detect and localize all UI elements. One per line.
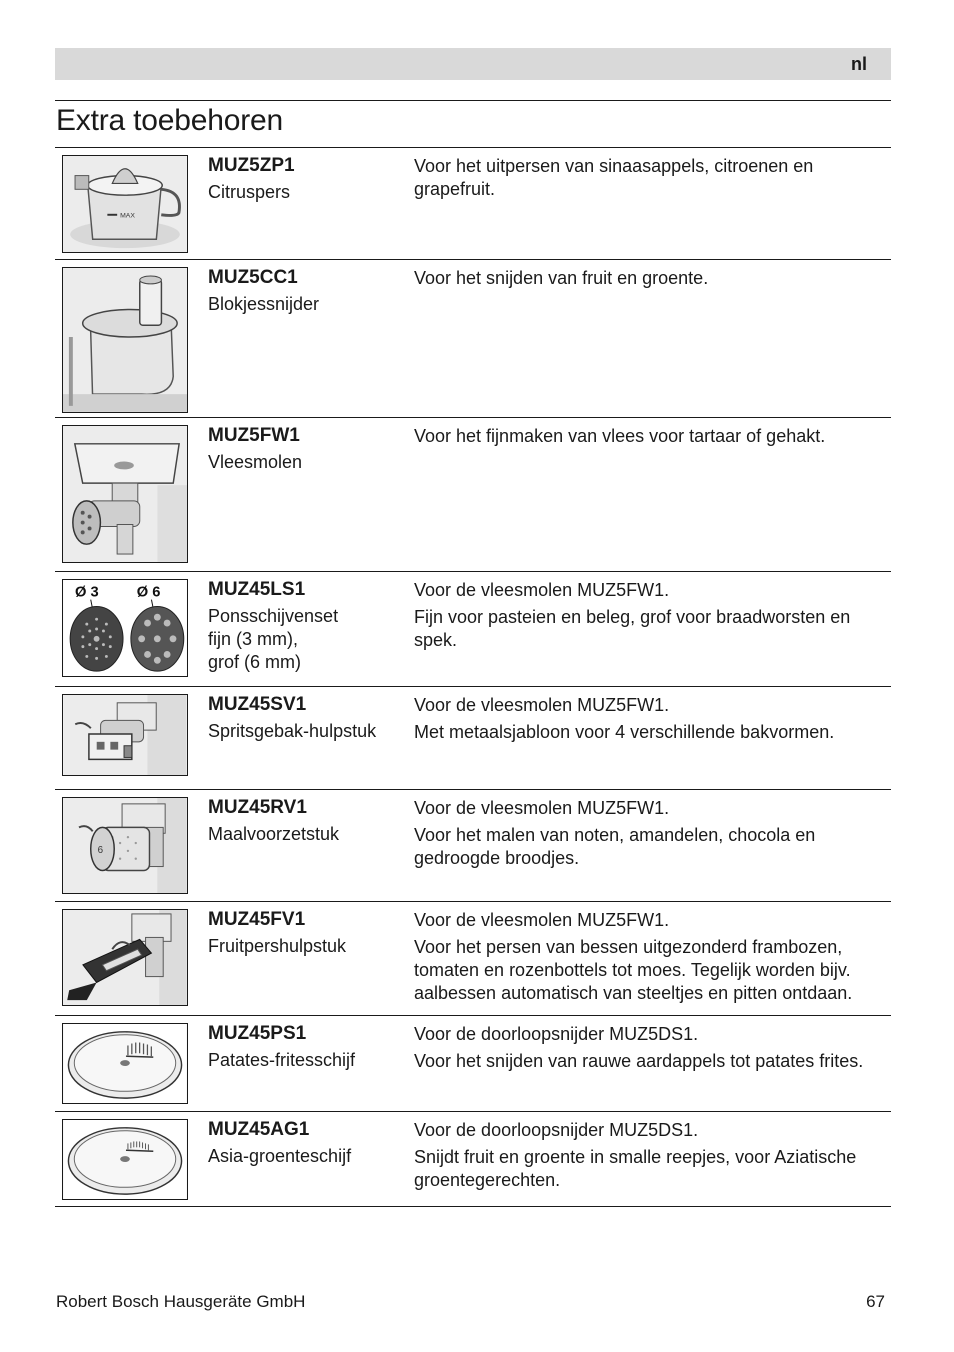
svg-text:Ø 6: Ø 6 xyxy=(136,584,161,601)
description-line: Met metaalsjabloon voor 4 verschillende bakvormen. xyxy=(414,722,835,742)
description-line: Voor de doorloopsnijder MUZ5DS1. xyxy=(414,1024,699,1044)
product-description xyxy=(414,1023,889,1077)
product-description xyxy=(414,579,889,656)
citrus-press-icon xyxy=(62,155,188,253)
svg-text:Ø 3: Ø 3 xyxy=(75,584,99,601)
description-line: Voor de vleesmolen MUZ5FW1. xyxy=(414,580,670,600)
product-code: MUZ5FW1 xyxy=(208,425,300,446)
table-row xyxy=(55,1111,891,1207)
table-row xyxy=(55,1015,891,1111)
table-row xyxy=(55,571,891,686)
table-row xyxy=(55,417,891,571)
product-description xyxy=(414,797,889,874)
description-line: Voor de vleesmolen MUZ5FW1. xyxy=(414,910,670,930)
product-name: Citruspers xyxy=(208,182,291,202)
description-line: Voor het uitpersen van sinaasappels, citroenen en grapefruit. xyxy=(414,156,814,199)
meat-mincer-icon xyxy=(62,425,188,563)
product-name: Fruitpershulpstuk xyxy=(208,936,347,956)
product-code: MUZ45LS1 xyxy=(208,579,306,600)
table-row xyxy=(55,901,891,1015)
product-description xyxy=(414,694,889,748)
table-row xyxy=(55,147,891,259)
description-line: Voor het fijnmaken van vlees voor tartaar of gehakt. xyxy=(414,426,826,446)
product-description xyxy=(414,909,889,1009)
grater-drum-icon xyxy=(62,797,188,894)
svg-text:MAX: MAX xyxy=(120,212,135,220)
product-code: MUZ45SV1 xyxy=(208,694,307,715)
cookie-attachment-icon xyxy=(62,694,188,776)
footer-company: Robert Bosch Hausgeräte GmbH xyxy=(56,1292,306,1311)
language-code: nl xyxy=(851,54,867,74)
table-row xyxy=(55,259,891,417)
product-description xyxy=(414,267,889,294)
table-row xyxy=(55,789,891,901)
product-code: MUZ45AG1 xyxy=(208,1119,310,1140)
product-name: Patates-fritesschijf xyxy=(208,1050,356,1070)
title-divider xyxy=(55,100,891,101)
product-description xyxy=(414,155,889,205)
product-name: Vleesmolen xyxy=(208,452,303,472)
dicer-icon xyxy=(62,267,188,413)
product-code: MUZ5CC1 xyxy=(208,267,298,288)
description-line: Voor de vleesmolen MUZ5FW1. xyxy=(414,798,670,818)
description-line: Voor het malen van noten, amandelen, chocola en gedroogde broodjes. xyxy=(414,825,816,868)
product-code: MUZ5ZP1 xyxy=(208,155,295,176)
product-code: MUZ45PS1 xyxy=(208,1023,307,1044)
accessories-table xyxy=(55,147,891,1207)
description-line: Voor de doorloopsnijder MUZ5DS1. xyxy=(414,1120,699,1140)
description-line: Voor het snijden van fruit en groente. xyxy=(414,268,709,288)
fries-disc-icon xyxy=(62,1023,188,1104)
description-line: Snijdt fruit en groente in smalle reepjes, voor Aziatische groentegerechten. xyxy=(414,1147,857,1190)
product-description xyxy=(414,1119,889,1196)
table-row xyxy=(55,686,891,789)
description-line: Voor de vleesmolen MUZ5FW1. xyxy=(414,695,670,715)
page-title: Extra toebehoren xyxy=(56,104,283,137)
product-name: Blokjessnijder xyxy=(208,294,320,314)
description-line: Voor het snijden van rauwe aardappels tot patates frites. xyxy=(414,1051,864,1071)
fruit-press-icon xyxy=(62,909,188,1006)
description-line: Voor het persen van bessen uitgezonderd frambozen, tomaten en rozenbottels tot moes. Tegelijk worden bijv. aalbessen automatisch van steeltjes en pitten ontdaan. xyxy=(414,937,853,1003)
product-name: Spritsgebak-hulpstuk xyxy=(208,721,377,741)
product-name: Maalvoorzetstuk xyxy=(208,824,340,844)
perforated-discs-icon xyxy=(62,579,188,677)
language-bar xyxy=(55,48,891,80)
svg-text:6: 6 xyxy=(97,844,104,856)
product-description xyxy=(414,425,889,452)
product-code: MUZ45FV1 xyxy=(208,909,306,930)
product-name: Ponsschijvenset fijn (3 mm), grof (6 mm) xyxy=(208,606,339,672)
description-line: Fijn voor pasteien en beleg, grof voor braadworsten en spek. xyxy=(414,607,851,650)
asia-disc-icon xyxy=(62,1119,188,1200)
product-name: Asia-groenteschijf xyxy=(208,1146,352,1166)
product-code: MUZ45RV1 xyxy=(208,797,307,818)
page-number: 67 xyxy=(866,1292,885,1311)
